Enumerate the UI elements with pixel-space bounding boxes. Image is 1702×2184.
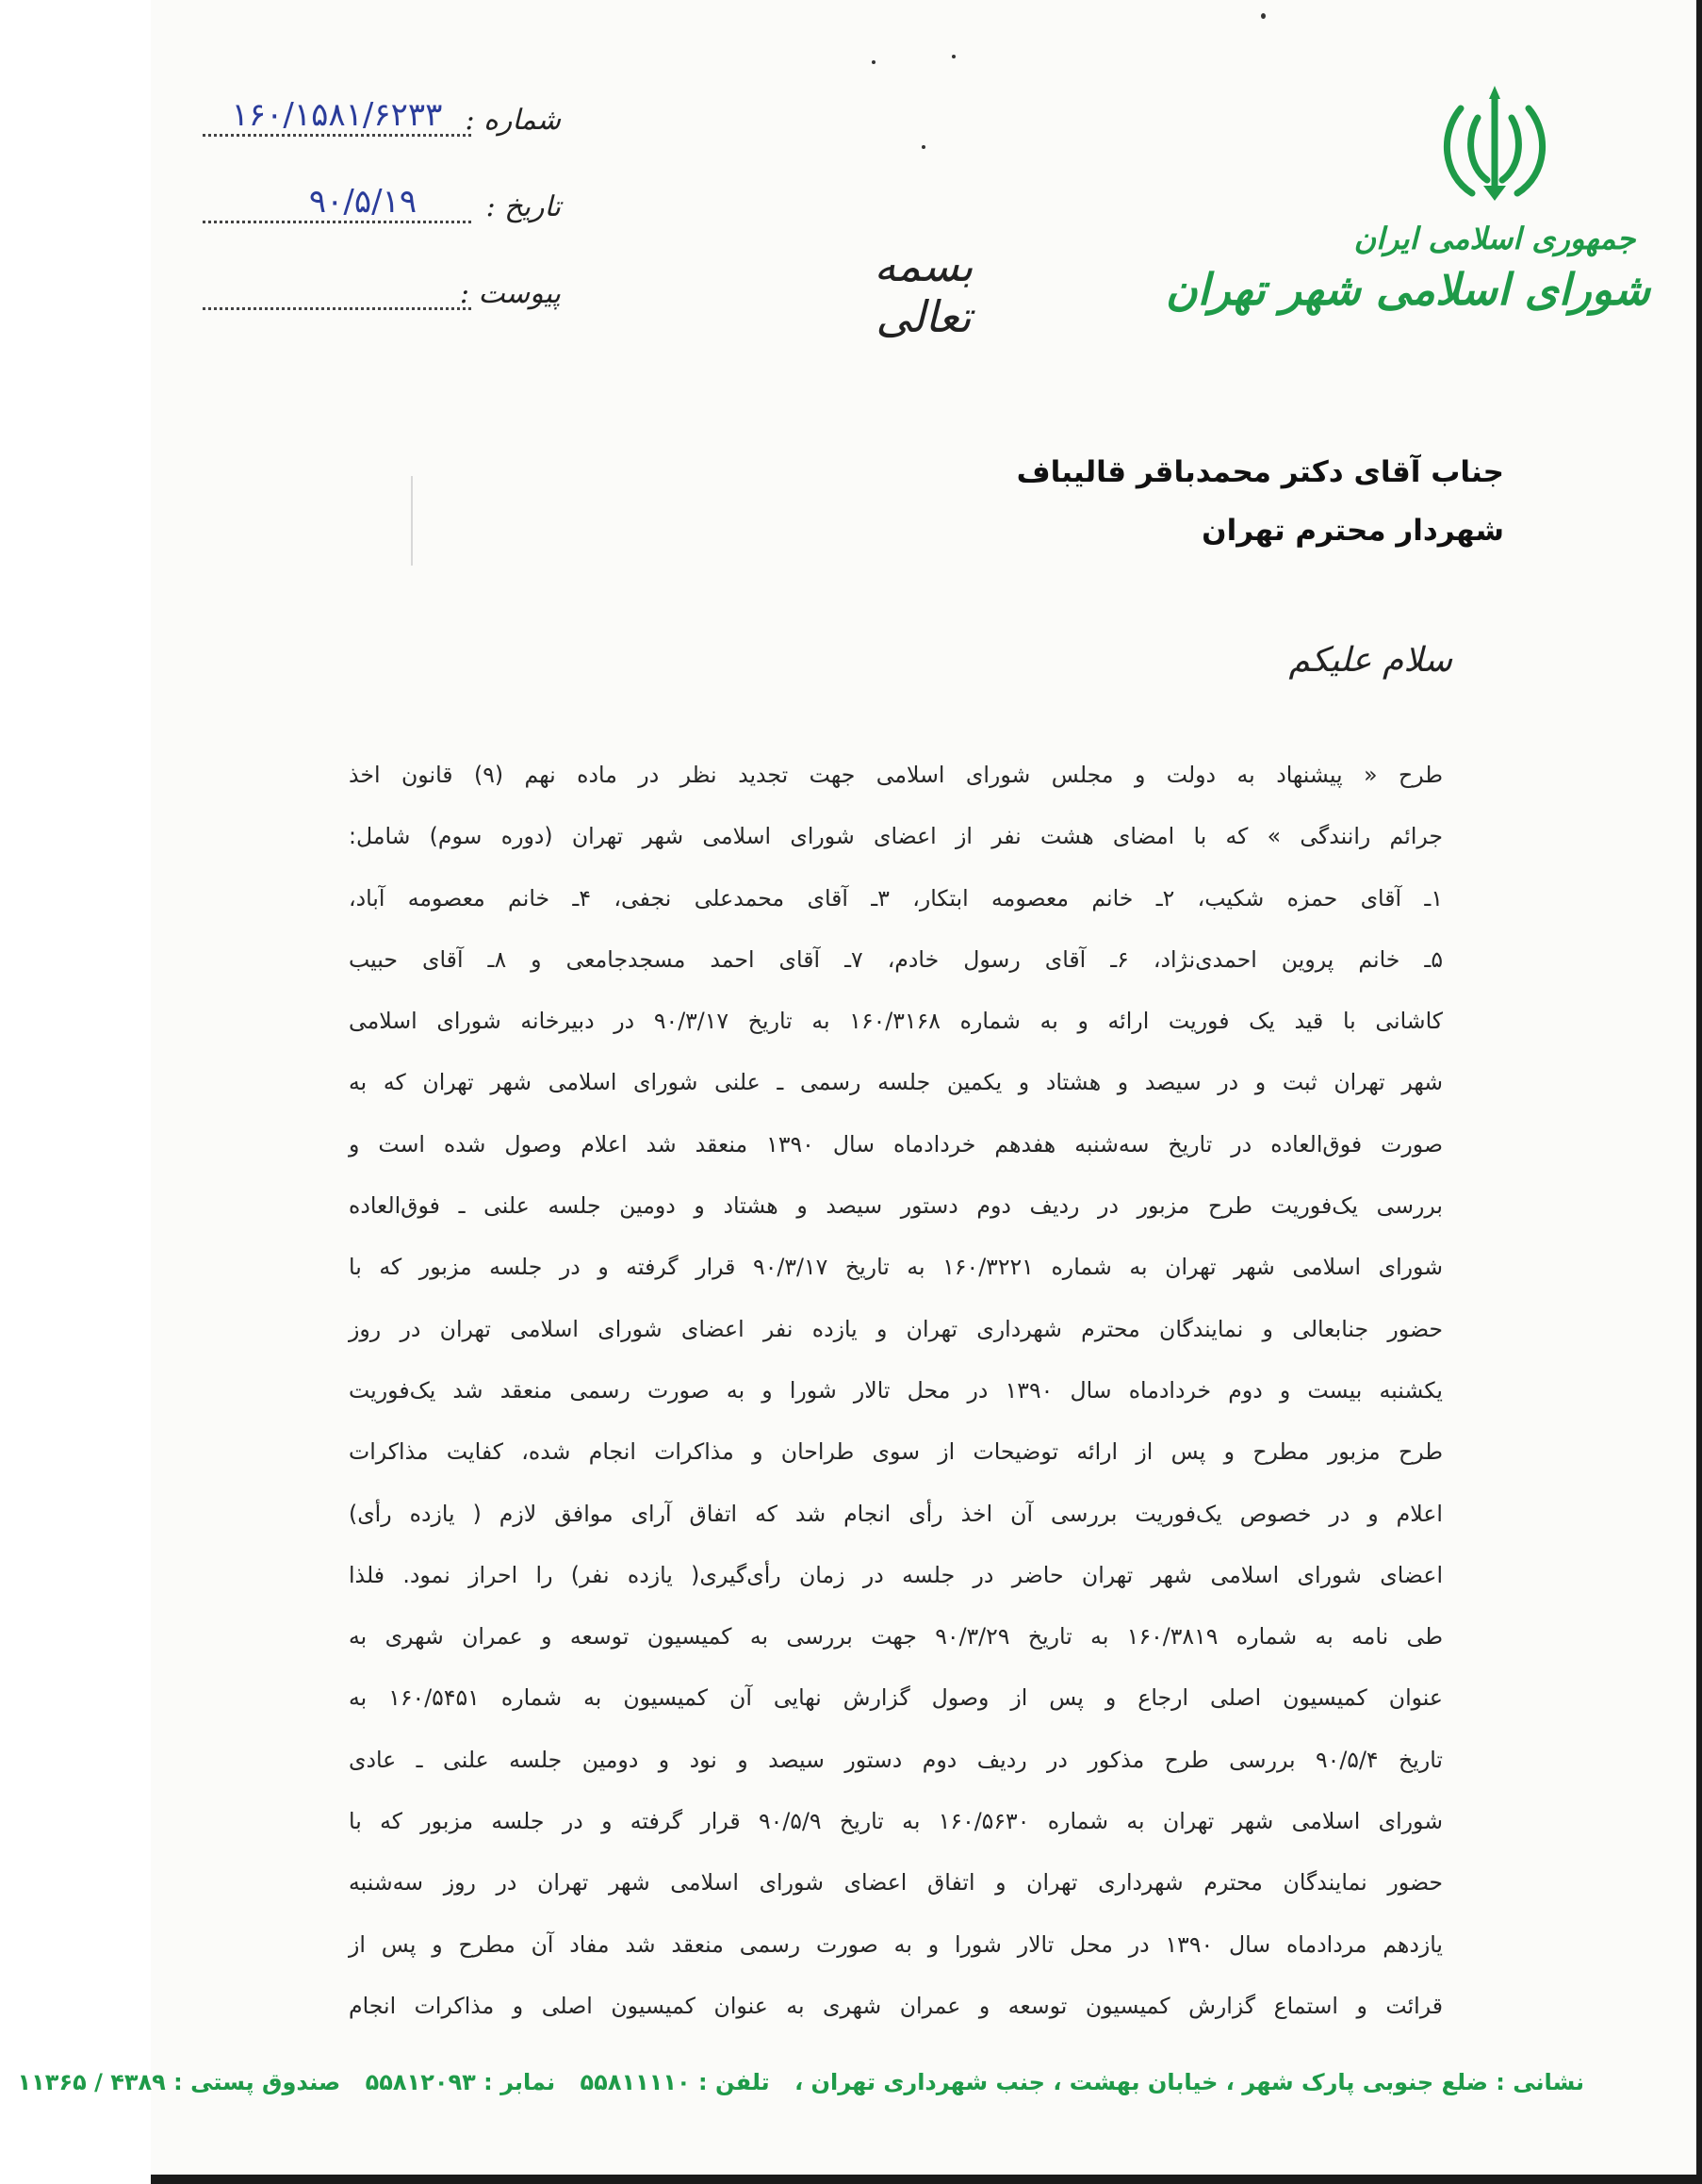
body-line: عنوان کمیسیون اصلی ارجاع و پس از وصول گزارش نهایی آن کمیسیون به شماره ۱۶۰/۵۴۵۱ به <box>349 1684 1444 1712</box>
country-name: جمهوری اسلامی ایران <box>1353 221 1636 256</box>
scan-edge-right <box>1696 0 1702 2184</box>
body-line: جرائم رانندگی » که با امضای هشت نفر از اعضای شورای اسلامی شهر تهران (دوره سوم) شامل: <box>349 823 1443 850</box>
body-line: ۱ـ آقای حمزه شکیب، ۲ـ خانم معصومه ابتکار، ۳ـ آقای محمدعلی نجفی، ۴ـ خانم معصومه آباد، <box>349 884 1444 911</box>
letterhead-footer <box>17 2069 1584 2095</box>
letter-meta <box>203 94 561 354</box>
body-line: کاشانی با قید یک فوریت ارائه و به شماره ۱۶۰/۳۱۶۸ به تاریخ ۹۰/۳/۱۷ در دبیرخانه شورای اسلامی <box>349 1008 1443 1035</box>
body-line: شورای اسلامی شهر تهران به شماره ۱۶۰/۳۲۲۱ به تاریخ ۹۰/۳/۱۷ قرار گرفته و در جلسه مزبور که با <box>349 1254 1443 1281</box>
meta-number-row <box>203 94 561 181</box>
date-dotted-line <box>203 221 471 223</box>
footer-po-box: صندوق پستی : ۴۳۸۹ / ۱۱۳۶۵ <box>17 2069 341 2095</box>
body-line: صورت فوق‌العاده در تاریخ سه‌شنبه هفدهم خردادماه سال ۱۳۹۰ منعقد شد اعلام وصول شده است و <box>349 1130 1443 1158</box>
attachment-dotted-line <box>203 307 471 310</box>
body-line: طی نامه به شماره ۱۶۰/۳۸۱۹ به تاریخ ۹۰/۳/۲۹ جهت بررسی به کمیسیون توسعه و عمران شهری به <box>349 1623 1443 1650</box>
body-line: طرح « پیشنهاد به دولت و مجلس شورای اسلامی جهت تجدید نظر در ماده نهم (۹) قانون اخذ <box>349 762 1443 788</box>
scan-speck <box>922 145 925 149</box>
iran-emblem-icon <box>1429 80 1561 212</box>
invocation: بسمه تعالی <box>874 240 974 342</box>
meta-date-row <box>203 181 561 268</box>
body-line: بررسی یک‌فوریت طرح مزبور در ردیف دوم دستور سیصد و هشتاد و دومین جلسه علنی ـ فوق‌العاده <box>349 1192 1443 1220</box>
council-name: شورای اسلامی شهر تهران <box>1165 264 1650 315</box>
scan-speck <box>872 60 876 64</box>
addressee <box>656 443 1504 560</box>
body-line: اعضای شورای اسلامی شهر تهران حاضر در جلسه در زمان رأی‌گیری( یازده نفر) را احراز نمود. فلذا <box>349 1561 1443 1588</box>
body-line: حضور نمایندگان محترم شهرداری تهران و اتفاق اعضای شورای اسلامی شهر تهران در روز سه‌شنبه <box>349 1869 1443 1897</box>
date-label: تاریخ : <box>485 190 561 223</box>
body-line: طرح مزبور مطرح و پس از ارائه توضیحات از سوی طراحان و مذاکرات انجام شده، کفایت مذاکرات <box>349 1438 1443 1466</box>
body-line: اعلام و در خصوص یک‌فوریت بررسی آن اخذ رأی انجام شد که اتفاق آرای موافق لازم ( یازده رأی) <box>349 1500 1443 1527</box>
body-line: قرائت و استماع گزارش کمیسیون توسعه و عمران شهری به عنوان کمیسیون اصلی و مذاکرات انجام <box>349 1992 1443 2019</box>
letterhead-brand <box>1165 80 1650 320</box>
meta-attachment-row <box>203 268 561 354</box>
letter-number: ۱۶۰/۱۵۸۱/۶۲۳۳ <box>231 96 443 134</box>
body-line: یازدهم مردادماه سال ۱۳۹۰ در محل تالار شورا و به صورت رسمی منعقد شد مفاد آن مطرح و پس از <box>349 1930 1443 1958</box>
letter-body <box>349 745 1443 2037</box>
body-line: ۵ـ خانم پروین احمدی‌نژاد، ۶ـ آقای رسول خادم، ۷ـ آقای احمد مسجدجامعی و ۸ـ آقای حبیب <box>349 945 1443 973</box>
scan-fold-line <box>411 476 413 566</box>
body-line: تاریخ ۹۰/۵/۴ بررسی طرح مذکور در ردیف دوم دستور سیصد و نود و دومین جلسه علنی ـ عادی <box>349 1746 1443 1773</box>
addressee-name: جناب آقای دکتر محمدباقر قالیباف <box>1016 455 1504 489</box>
footer-fax: نمابر : ۵۵۸۱۲۰۹۳ <box>365 2069 556 2095</box>
scan-speck <box>1261 13 1266 19</box>
addressee-title: شهردار محترم تهران <box>1202 514 1504 548</box>
attachment-label: پیوست : <box>459 277 561 310</box>
body-line: حضور جنابعالی و نمایندگان محترم شهرداری تهران و یازده نفر اعضای شورای اسلامی تهران در روز <box>349 1315 1443 1342</box>
footer-address: نشانی : ضلع جنوبی پارک شهر ، خیابان بهشت ، جنب شهرداری تهران ، <box>794 2069 1584 2095</box>
scan-speck <box>952 55 956 58</box>
number-dotted-line <box>203 134 471 137</box>
letter-date: ۹۰/۵/۱۹ <box>308 183 417 221</box>
body-line: شهر تهران ثبت و در سیصد و هشتاد و یکمین جلسه رسمی ـ علنی شورای اسلامی شهر تهران که به <box>349 1069 1443 1096</box>
scan-edge-bottom <box>151 2175 1702 2184</box>
number-label: شماره : <box>465 104 561 137</box>
footer-phone: تلفن : ۵۵۸۱۱۱۱۰ <box>580 2069 770 2095</box>
body-line: شورای اسلامی شهر تهران به شماره ۱۶۰/۵۶۳۰ به تاریخ ۹۰/۵/۹ قرار گرفته و در جلسه مزبور که با <box>349 1808 1443 1835</box>
greeting: سلام علیکم <box>1288 641 1452 680</box>
body-line: یکشنبه بیست و دوم خردادماه سال ۱۳۹۰ در محل تالار شورا و به صورت رسمی منعقد شد یک‌فوریت <box>349 1376 1443 1404</box>
letter-page <box>17 0 1702 2184</box>
